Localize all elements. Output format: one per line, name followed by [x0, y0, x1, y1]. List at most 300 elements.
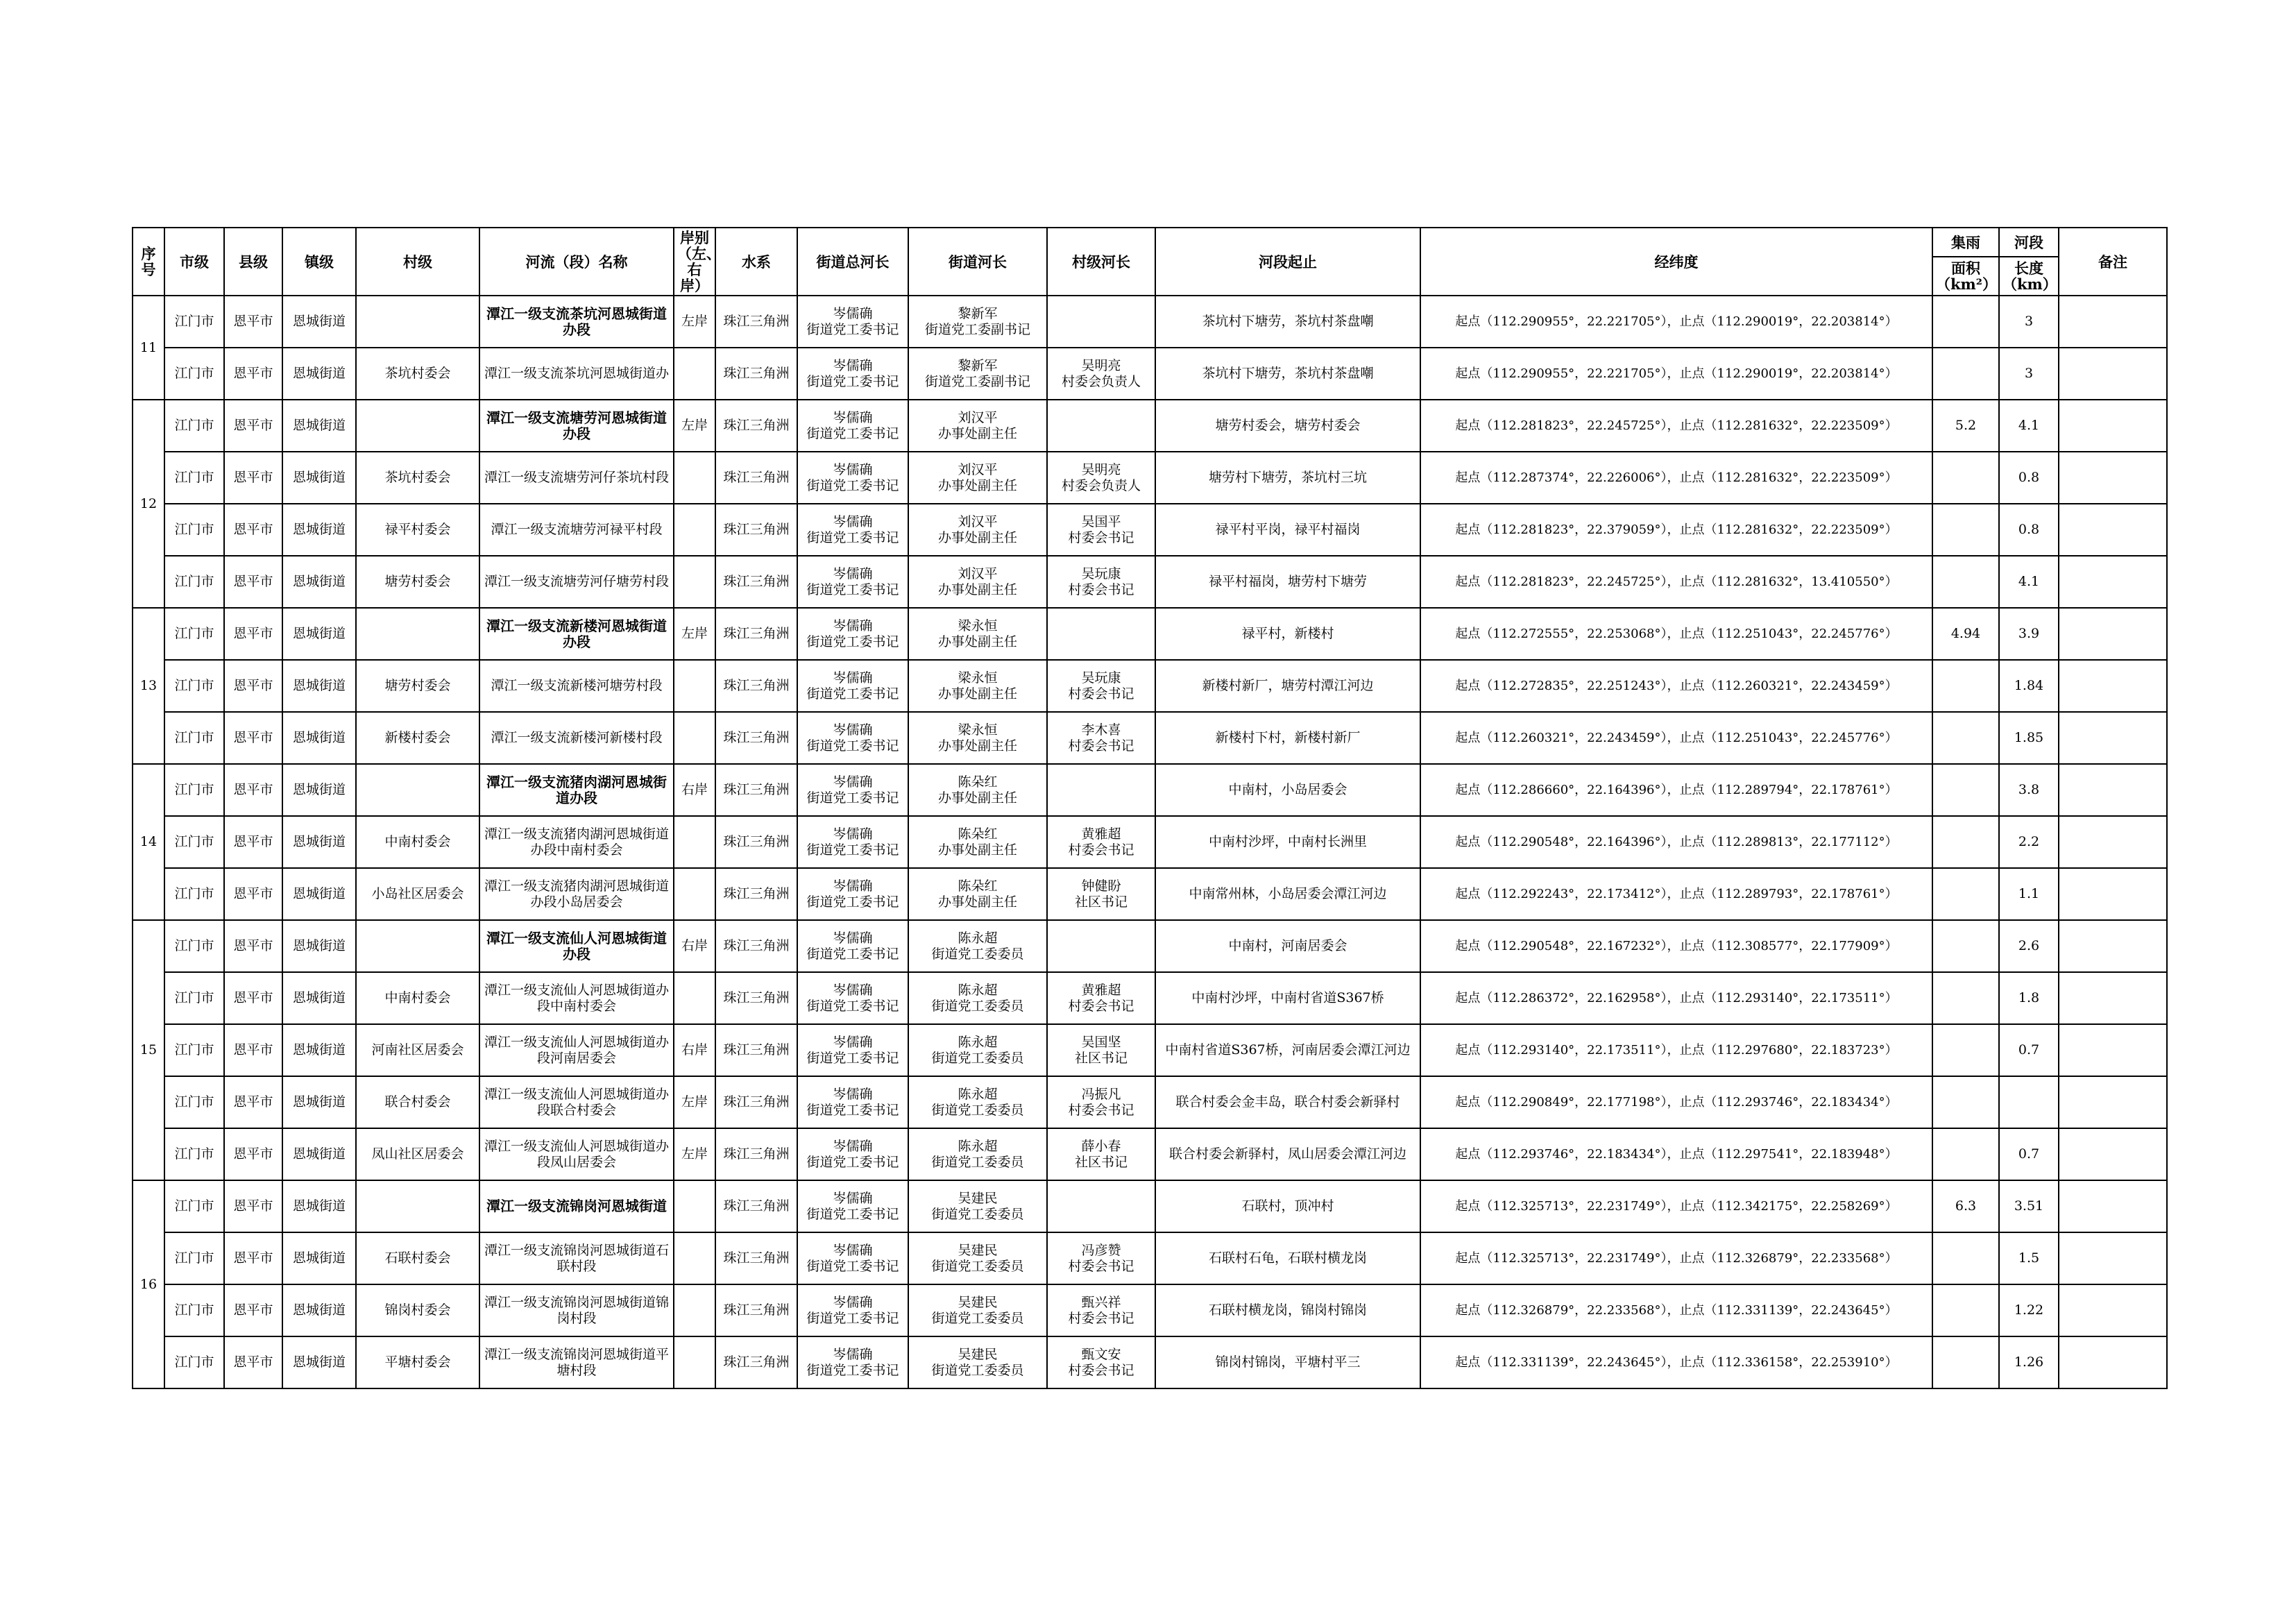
city-cell: 江门市: [164, 452, 224, 504]
bank-cell: 左岸: [674, 296, 715, 348]
town-cell: 恩城街道: [282, 764, 356, 816]
town-cell: 恩城街道: [282, 504, 356, 556]
street-chief-line: 梁永恒: [958, 670, 998, 686]
start-end-cell: 中南村，河南居委会: [1155, 920, 1420, 972]
village-cell: [356, 296, 479, 348]
chief-line: 街道党工委书记: [806, 477, 899, 493]
town-cell: 恩城街道: [282, 348, 356, 400]
street-chief-cell: [908, 296, 1047, 348]
remarks-cell: [2059, 972, 2167, 1024]
length-cell: 3.9: [1999, 608, 2059, 660]
bank-cell: [674, 868, 715, 920]
chief-line: 岑儒确: [833, 566, 873, 581]
chief-line: 街道党工委书记: [806, 425, 899, 441]
start-end-cell: 禄平村，新楼村: [1155, 608, 1420, 660]
length-cell: [1999, 1076, 2059, 1128]
street-chief-line: 刘汉平: [958, 461, 998, 477]
area-cell: [1932, 712, 1999, 764]
chief-line: 街道党工委书记: [806, 842, 899, 858]
water-system-cell: 珠江三角洲: [715, 1180, 797, 1232]
coords-cell: 起点（112.325713°，22.231749°），止点（112.342175°，22.258269°）: [1420, 1180, 1932, 1232]
chief-line: 岑儒确: [833, 826, 873, 842]
table-row: [133, 608, 2167, 660]
chief-line: 街道党工委书记: [806, 529, 899, 545]
area-cell: [1932, 1076, 1999, 1128]
town-cell: 恩城街道: [282, 920, 356, 972]
town-cell: 恩城街道: [282, 400, 356, 452]
county-cell: 恩平市: [224, 764, 282, 816]
area-cell: [1932, 452, 1999, 504]
village-chief-line: 吴国平: [1081, 513, 1121, 529]
village-chief-cell: [1047, 1076, 1155, 1128]
table-row: [133, 712, 2167, 764]
village-chief-cell: [1047, 556, 1155, 608]
street-chief-line: 办事处副主任: [937, 790, 1017, 806]
water-system-cell: 珠江三角洲: [715, 400, 797, 452]
chief-cell: [797, 868, 908, 920]
street-chief-cell: [908, 1232, 1047, 1284]
remarks-cell: [2059, 1284, 2167, 1336]
city-cell: 江门市: [164, 972, 224, 1024]
village-chief-line: 村委会书记: [1068, 1310, 1134, 1326]
county-cell: 恩平市: [224, 972, 282, 1024]
area-cell: [1932, 348, 1999, 400]
coords-cell: 起点（112.290548°，22.164396°），止点（112.289813°，22.177112°）: [1420, 816, 1932, 868]
village-chief-cell: [1047, 452, 1155, 504]
length-cell: 3: [1999, 296, 2059, 348]
chief-line: 街道党工委书记: [806, 634, 899, 649]
chief-line: 岑儒确: [833, 1138, 873, 1154]
chief-line: 岑儒确: [833, 670, 873, 686]
village-cell: 平塘村委会: [356, 1336, 479, 1388]
river-name-cell: 潭江一级支流锦岗河恩城街道石联村段: [479, 1232, 674, 1284]
town-cell: 恩城街道: [282, 452, 356, 504]
chief-line: 街道党工委书记: [806, 946, 899, 962]
coords-cell: 起点（112.326879°，22.233568°），止点（112.331139°，22.243645°）: [1420, 1284, 1932, 1336]
bank-cell: [674, 1232, 715, 1284]
chief-line: 岑儒确: [833, 774, 873, 790]
coords-cell: 起点（112.331139°，22.243645°），止点（112.336158°，22.253910°）: [1420, 1336, 1932, 1388]
chief-cell: [797, 972, 908, 1024]
chief-cell: [797, 348, 908, 400]
village-chief-cell: [1047, 400, 1155, 452]
city-cell: 江门市: [164, 1232, 224, 1284]
village-cell: 联合村委会: [356, 1076, 479, 1128]
city-cell: 江门市: [164, 1128, 224, 1180]
remarks-cell: [2059, 764, 2167, 816]
street-chief-cell: [908, 972, 1047, 1024]
chief-line: 岑儒确: [833, 1242, 873, 1258]
village-chief-cell: [1047, 660, 1155, 712]
street-chief-line: 办事处副主任: [937, 477, 1017, 493]
town-cell: 恩城街道: [282, 608, 356, 660]
village-chief-line: 村委会书记: [1068, 1258, 1134, 1274]
chief-line: 街道党工委书记: [806, 998, 899, 1014]
chief-line: 岑儒确: [833, 1190, 873, 1206]
county-cell: 恩平市: [224, 556, 282, 608]
village-chief-line: 村委会书记: [1068, 1362, 1134, 1378]
street-chief-line: 办事处副主任: [937, 894, 1017, 910]
village-chief-cell: [1047, 504, 1155, 556]
header-water-system: 水系: [715, 228, 797, 296]
start-end-cell: 中南村，小岛居委会: [1155, 764, 1420, 816]
village-chief-cell: [1047, 764, 1155, 816]
chief-cell: [797, 816, 908, 868]
length-cell: 1.1: [1999, 868, 2059, 920]
chief-cell: [797, 504, 908, 556]
start-end-cell: 茶坑村下塘劳，茶坑村茶盘嘲: [1155, 348, 1420, 400]
town-cell: 恩城街道: [282, 1076, 356, 1128]
street-chief-cell: [908, 452, 1047, 504]
header-length: 长度（km）: [1999, 257, 2059, 296]
city-cell: 江门市: [164, 816, 224, 868]
street-chief-line: 办事处副主任: [937, 425, 1017, 441]
village-chief-line: 吴明亮: [1081, 461, 1121, 477]
remarks-cell: [2059, 816, 2167, 868]
street-chief-cell: [908, 1076, 1047, 1128]
street-chief-line: 街道党工委委员: [931, 1258, 1024, 1274]
chief-line: 街道党工委书记: [806, 738, 899, 754]
chief-cell: [797, 608, 908, 660]
length-cell: 1.5: [1999, 1232, 2059, 1284]
city-cell: 江门市: [164, 504, 224, 556]
river-name-cell: 潭江一级支流猪肉湖河恩城街道办段小岛居委会: [479, 868, 674, 920]
header-county: 县级: [224, 228, 282, 296]
table-row: [133, 296, 2167, 348]
area-cell: [1932, 504, 1999, 556]
street-chief-line: 街道党工委副书记: [924, 321, 1030, 337]
length-cell: 0.8: [1999, 452, 2059, 504]
bank-cell: 右岸: [674, 1024, 715, 1076]
water-system-cell: 珠江三角洲: [715, 816, 797, 868]
village-chief-cell: [1047, 712, 1155, 764]
street-chief-cell: [908, 660, 1047, 712]
street-chief-cell: [908, 816, 1047, 868]
street-chief-cell: [908, 764, 1047, 816]
bank-cell: [674, 504, 715, 556]
header-village: 村级: [356, 228, 479, 296]
water-system-cell: 珠江三角洲: [715, 348, 797, 400]
village-chief-cell: [1047, 868, 1155, 920]
street-chief-line: 街道党工委委员: [931, 1102, 1024, 1118]
county-cell: 恩平市: [224, 1024, 282, 1076]
table-row: [133, 1232, 2167, 1284]
start-end-cell: 联合村委会新驿村，凤山居委会潭江河边: [1155, 1128, 1420, 1180]
county-cell: 恩平市: [224, 660, 282, 712]
town-cell: 恩城街道: [282, 712, 356, 764]
table-row: [133, 556, 2167, 608]
village-chief-cell: [1047, 1284, 1155, 1336]
coords-cell: 起点（112.290548°，22.167232°），止点（112.308577°，22.177909°）: [1420, 920, 1932, 972]
village-cell: 中南村委会: [356, 972, 479, 1024]
remarks-cell: [2059, 1180, 2167, 1232]
area-cell: [1932, 1024, 1999, 1076]
header-segment: 河段: [1999, 228, 2059, 257]
river-name-cell: 潭江一级支流茶坑河恩城街道办: [479, 348, 674, 400]
village-chief-cell: [1047, 972, 1155, 1024]
village-cell: 石联村委会: [356, 1232, 479, 1284]
length-cell: 2.2: [1999, 816, 2059, 868]
village-chief-line: 李木喜: [1081, 722, 1121, 738]
village-chief-cell: [1047, 1336, 1155, 1388]
village-cell: 禄平村委会: [356, 504, 479, 556]
chief-line: 岑儒确: [833, 1086, 873, 1102]
header-chief: 街道总河长: [797, 228, 908, 296]
village-chief-line: 社区书记: [1074, 1154, 1128, 1170]
chief-cell: [797, 1284, 908, 1336]
street-chief-line: 办事处副主任: [937, 842, 1017, 858]
village-cell: 中南村委会: [356, 816, 479, 868]
river-name-cell: 潭江一级支流锦岗河恩城街道: [479, 1180, 674, 1232]
chief-line: 岑儒确: [833, 618, 873, 634]
chief-cell: [797, 556, 908, 608]
length-cell: 0.7: [1999, 1128, 2059, 1180]
chief-line: 街道党工委书记: [806, 1050, 899, 1066]
start-end-cell: 塘劳村下塘劳，茶坑村三坑: [1155, 452, 1420, 504]
remarks-cell: [2059, 712, 2167, 764]
seq-cell: 16: [133, 1180, 164, 1388]
street-chief-line: 办事处副主任: [937, 634, 1017, 649]
start-end-cell: 塘劳村委会，塘劳村委会: [1155, 400, 1420, 452]
area-cell: [1932, 1284, 1999, 1336]
water-system-cell: 珠江三角洲: [715, 868, 797, 920]
water-system-cell: 珠江三角洲: [715, 1232, 797, 1284]
coords-cell: 起点（112.281823°，22.245725°），止点（112.281632°，22.223509°）: [1420, 400, 1932, 452]
chief-line: 街道党工委书记: [806, 686, 899, 702]
chief-line: 岑儒确: [833, 1294, 873, 1310]
bank-cell: 左岸: [674, 1128, 715, 1180]
river-chief-table: [132, 227, 2168, 1389]
street-chief-line: 陈永超: [958, 1034, 998, 1050]
river-name-cell: 潭江一级支流塘劳河恩城街道办段: [479, 400, 674, 452]
area-cell: [1932, 972, 1999, 1024]
chief-cell: [797, 660, 908, 712]
coords-cell: 起点（112.290955°，22.221705°），止点（112.290019°，22.203814°）: [1420, 296, 1932, 348]
village-cell: [356, 400, 479, 452]
header-coords: 经纬度: [1420, 228, 1932, 296]
bank-cell: 右岸: [674, 764, 715, 816]
table-row: [133, 1128, 2167, 1180]
village-chief-line: 村委会书记: [1068, 738, 1134, 754]
table-row: [133, 348, 2167, 400]
chief-line: 街道党工委书记: [806, 1206, 899, 1222]
table-body: [133, 296, 2167, 1388]
start-end-cell: 石联村横龙岗，锦岗村锦岗: [1155, 1284, 1420, 1336]
village-chief-cell: [1047, 1232, 1155, 1284]
chief-line: 岑儒确: [833, 722, 873, 738]
county-cell: 恩平市: [224, 868, 282, 920]
header-start-end: 河段起止: [1155, 228, 1420, 296]
chief-cell: [797, 1128, 908, 1180]
length-cell: 3: [1999, 348, 2059, 400]
town-cell: 恩城街道: [282, 296, 356, 348]
bank-cell: [674, 1336, 715, 1388]
town-cell: 恩城街道: [282, 1128, 356, 1180]
start-end-cell: 中南村省道S367桥，河南居委会潭江河边: [1155, 1024, 1420, 1076]
city-cell: 江门市: [164, 1076, 224, 1128]
county-cell: 恩平市: [224, 1232, 282, 1284]
table-row: [133, 1180, 2167, 1232]
seq-cell: 12: [133, 400, 164, 608]
water-system-cell: 珠江三角洲: [715, 1284, 797, 1336]
header-town: 镇级: [282, 228, 356, 296]
start-end-cell: 禄平村福岗，塘劳村下塘劳: [1155, 556, 1420, 608]
street-chief-cell: [908, 348, 1047, 400]
village-chief-line: 村委会书记: [1068, 1102, 1134, 1118]
start-end-cell: 锦岗村锦岗，平塘村平三: [1155, 1336, 1420, 1388]
river-name-cell: 潭江一级支流仙人河恩城街道办段凤山居委会: [479, 1128, 674, 1180]
street-chief-cell: [908, 1128, 1047, 1180]
village-chief-cell: [1047, 1024, 1155, 1076]
length-cell: 1.84: [1999, 660, 2059, 712]
city-cell: 江门市: [164, 608, 224, 660]
street-chief-line: 吴建民: [958, 1346, 998, 1362]
village-cell: 新楼村委会: [356, 712, 479, 764]
bank-cell: [674, 1284, 715, 1336]
bank-cell: 左岸: [674, 1076, 715, 1128]
street-chief-line: 刘汉平: [958, 566, 998, 581]
village-chief-cell: [1047, 920, 1155, 972]
length-cell: 4.1: [1999, 556, 2059, 608]
river-name-cell: 潭江一级支流塘劳河仔茶坑村段: [479, 452, 674, 504]
chief-cell: [797, 1232, 908, 1284]
table-row: [133, 1336, 2167, 1388]
area-cell: 5.2: [1932, 400, 1999, 452]
street-chief-line: 街道党工委委员: [931, 1310, 1024, 1326]
street-chief-cell: [908, 556, 1047, 608]
town-cell: 恩城街道: [282, 1232, 356, 1284]
street-chief-line: 吴建民: [958, 1242, 998, 1258]
river-name-cell: 潭江一级支流仙人河恩城街道办段: [479, 920, 674, 972]
river-name-cell: 潭江一级支流新楼河恩城街道办段: [479, 608, 674, 660]
county-cell: 恩平市: [224, 1076, 282, 1128]
street-chief-line: 黎新军: [958, 305, 998, 321]
table-row: [133, 660, 2167, 712]
start-end-cell: 中南村沙坪，中南村省道S367桥: [1155, 972, 1420, 1024]
remarks-cell: [2059, 556, 2167, 608]
table-row: [133, 920, 2167, 972]
bank-cell: [674, 660, 715, 712]
remarks-cell: [2059, 608, 2167, 660]
start-end-cell: 禄平村平岗，禄平村福岗: [1155, 504, 1420, 556]
length-cell: 1.26: [1999, 1336, 2059, 1388]
remarks-cell: [2059, 868, 2167, 920]
street-chief-line: 刘汉平: [958, 409, 998, 425]
chief-cell: [797, 400, 908, 452]
start-end-cell: 新楼村新厂，塘劳村潭江河边: [1155, 660, 1420, 712]
header-remarks: 备注: [2059, 228, 2167, 296]
river-name-cell: 潭江一级支流仙人河恩城街道办段联合村委会: [479, 1076, 674, 1128]
chief-line: 岑儒确: [833, 513, 873, 529]
street-chief-cell: [908, 868, 1047, 920]
start-end-cell: 茶坑村下塘劳，茶坑村茶盘嘲: [1155, 296, 1420, 348]
water-system-cell: 珠江三角洲: [715, 1076, 797, 1128]
village-cell: 凤山社区居委会: [356, 1128, 479, 1180]
town-cell: 恩城街道: [282, 660, 356, 712]
remarks-cell: [2059, 660, 2167, 712]
header-village-chief: 村级河长: [1047, 228, 1155, 296]
county-cell: 恩平市: [224, 348, 282, 400]
header-bank: 岸别（左、右岸）: [674, 228, 715, 296]
bank-cell: 左岸: [674, 608, 715, 660]
river-name-cell: 潭江一级支流塘劳河仔塘劳村段: [479, 556, 674, 608]
county-cell: 恩平市: [224, 452, 282, 504]
chief-cell: [797, 1076, 908, 1128]
area-cell: [1932, 1336, 1999, 1388]
area-cell: [1932, 764, 1999, 816]
village-cell: 小岛社区居委会: [356, 868, 479, 920]
length-cell: 1.22: [1999, 1284, 2059, 1336]
coords-cell: 起点（112.272835°，22.251243°），止点（112.260321°，22.243459°）: [1420, 660, 1932, 712]
county-cell: 恩平市: [224, 608, 282, 660]
street-chief-line: 陈朵红: [958, 774, 998, 790]
city-cell: 江门市: [164, 920, 224, 972]
chief-line: 岑儒确: [833, 878, 873, 894]
village-chief-line: 吴玩康: [1081, 566, 1121, 581]
street-chief-line: 陈朵红: [958, 826, 998, 842]
length-cell: 0.7: [1999, 1024, 2059, 1076]
town-cell: 恩城街道: [282, 1336, 356, 1388]
street-chief-line: 陈永超: [958, 1086, 998, 1102]
county-cell: 恩平市: [224, 400, 282, 452]
county-cell: 恩平市: [224, 1180, 282, 1232]
table-row: [133, 764, 2167, 816]
start-end-cell: 中南村沙坪，中南村长洲里: [1155, 816, 1420, 868]
chief-line: 岑儒确: [833, 1346, 873, 1362]
street-chief-cell: [908, 1336, 1047, 1388]
village-cell: 塘劳村委会: [356, 556, 479, 608]
seq-cell: 14: [133, 764, 164, 920]
street-chief-line: 梁永恒: [958, 618, 998, 634]
village-chief-line: 黄雅超: [1081, 982, 1121, 998]
village-chief-line: 薛小春: [1081, 1138, 1121, 1154]
village-chief-cell: [1047, 1180, 1155, 1232]
bank-cell: 左岸: [674, 400, 715, 452]
county-cell: 恩平市: [224, 712, 282, 764]
length-cell: 4.1: [1999, 400, 2059, 452]
area-cell: [1932, 1232, 1999, 1284]
town-cell: 恩城街道: [282, 816, 356, 868]
street-chief-cell: [908, 712, 1047, 764]
water-system-cell: 珠江三角洲: [715, 608, 797, 660]
remarks-cell: [2059, 920, 2167, 972]
chief-line: 街道党工委书记: [806, 790, 899, 806]
street-chief-line: 街道党工委委员: [931, 1154, 1024, 1170]
village-chief-line: 黄雅超: [1081, 826, 1121, 842]
village-chief-line: 村委会书记: [1068, 686, 1134, 702]
river-name-cell: 潭江一级支流锦岗河恩城街道锦岗村段: [479, 1284, 674, 1336]
village-cell: [356, 1180, 479, 1232]
table-row: [133, 1284, 2167, 1336]
remarks-cell: [2059, 348, 2167, 400]
chief-cell: [797, 764, 908, 816]
chief-cell: [797, 1024, 908, 1076]
table-row: [133, 1076, 2167, 1128]
chief-line: 街道党工委书记: [806, 1362, 899, 1378]
chief-line: 街道党工委书记: [806, 581, 899, 597]
street-chief-cell: [908, 504, 1047, 556]
water-system-cell: 珠江三角洲: [715, 1128, 797, 1180]
village-cell: [356, 920, 479, 972]
bank-cell: [674, 1180, 715, 1232]
village-chief-line: 村委会书记: [1068, 998, 1134, 1014]
bank-cell: [674, 348, 715, 400]
street-chief-line: 陈永超: [958, 1138, 998, 1154]
village-chief-cell: [1047, 816, 1155, 868]
water-system-cell: 珠江三角洲: [715, 452, 797, 504]
city-cell: 江门市: [164, 712, 224, 764]
street-chief-line: 办事处副主任: [937, 738, 1017, 754]
